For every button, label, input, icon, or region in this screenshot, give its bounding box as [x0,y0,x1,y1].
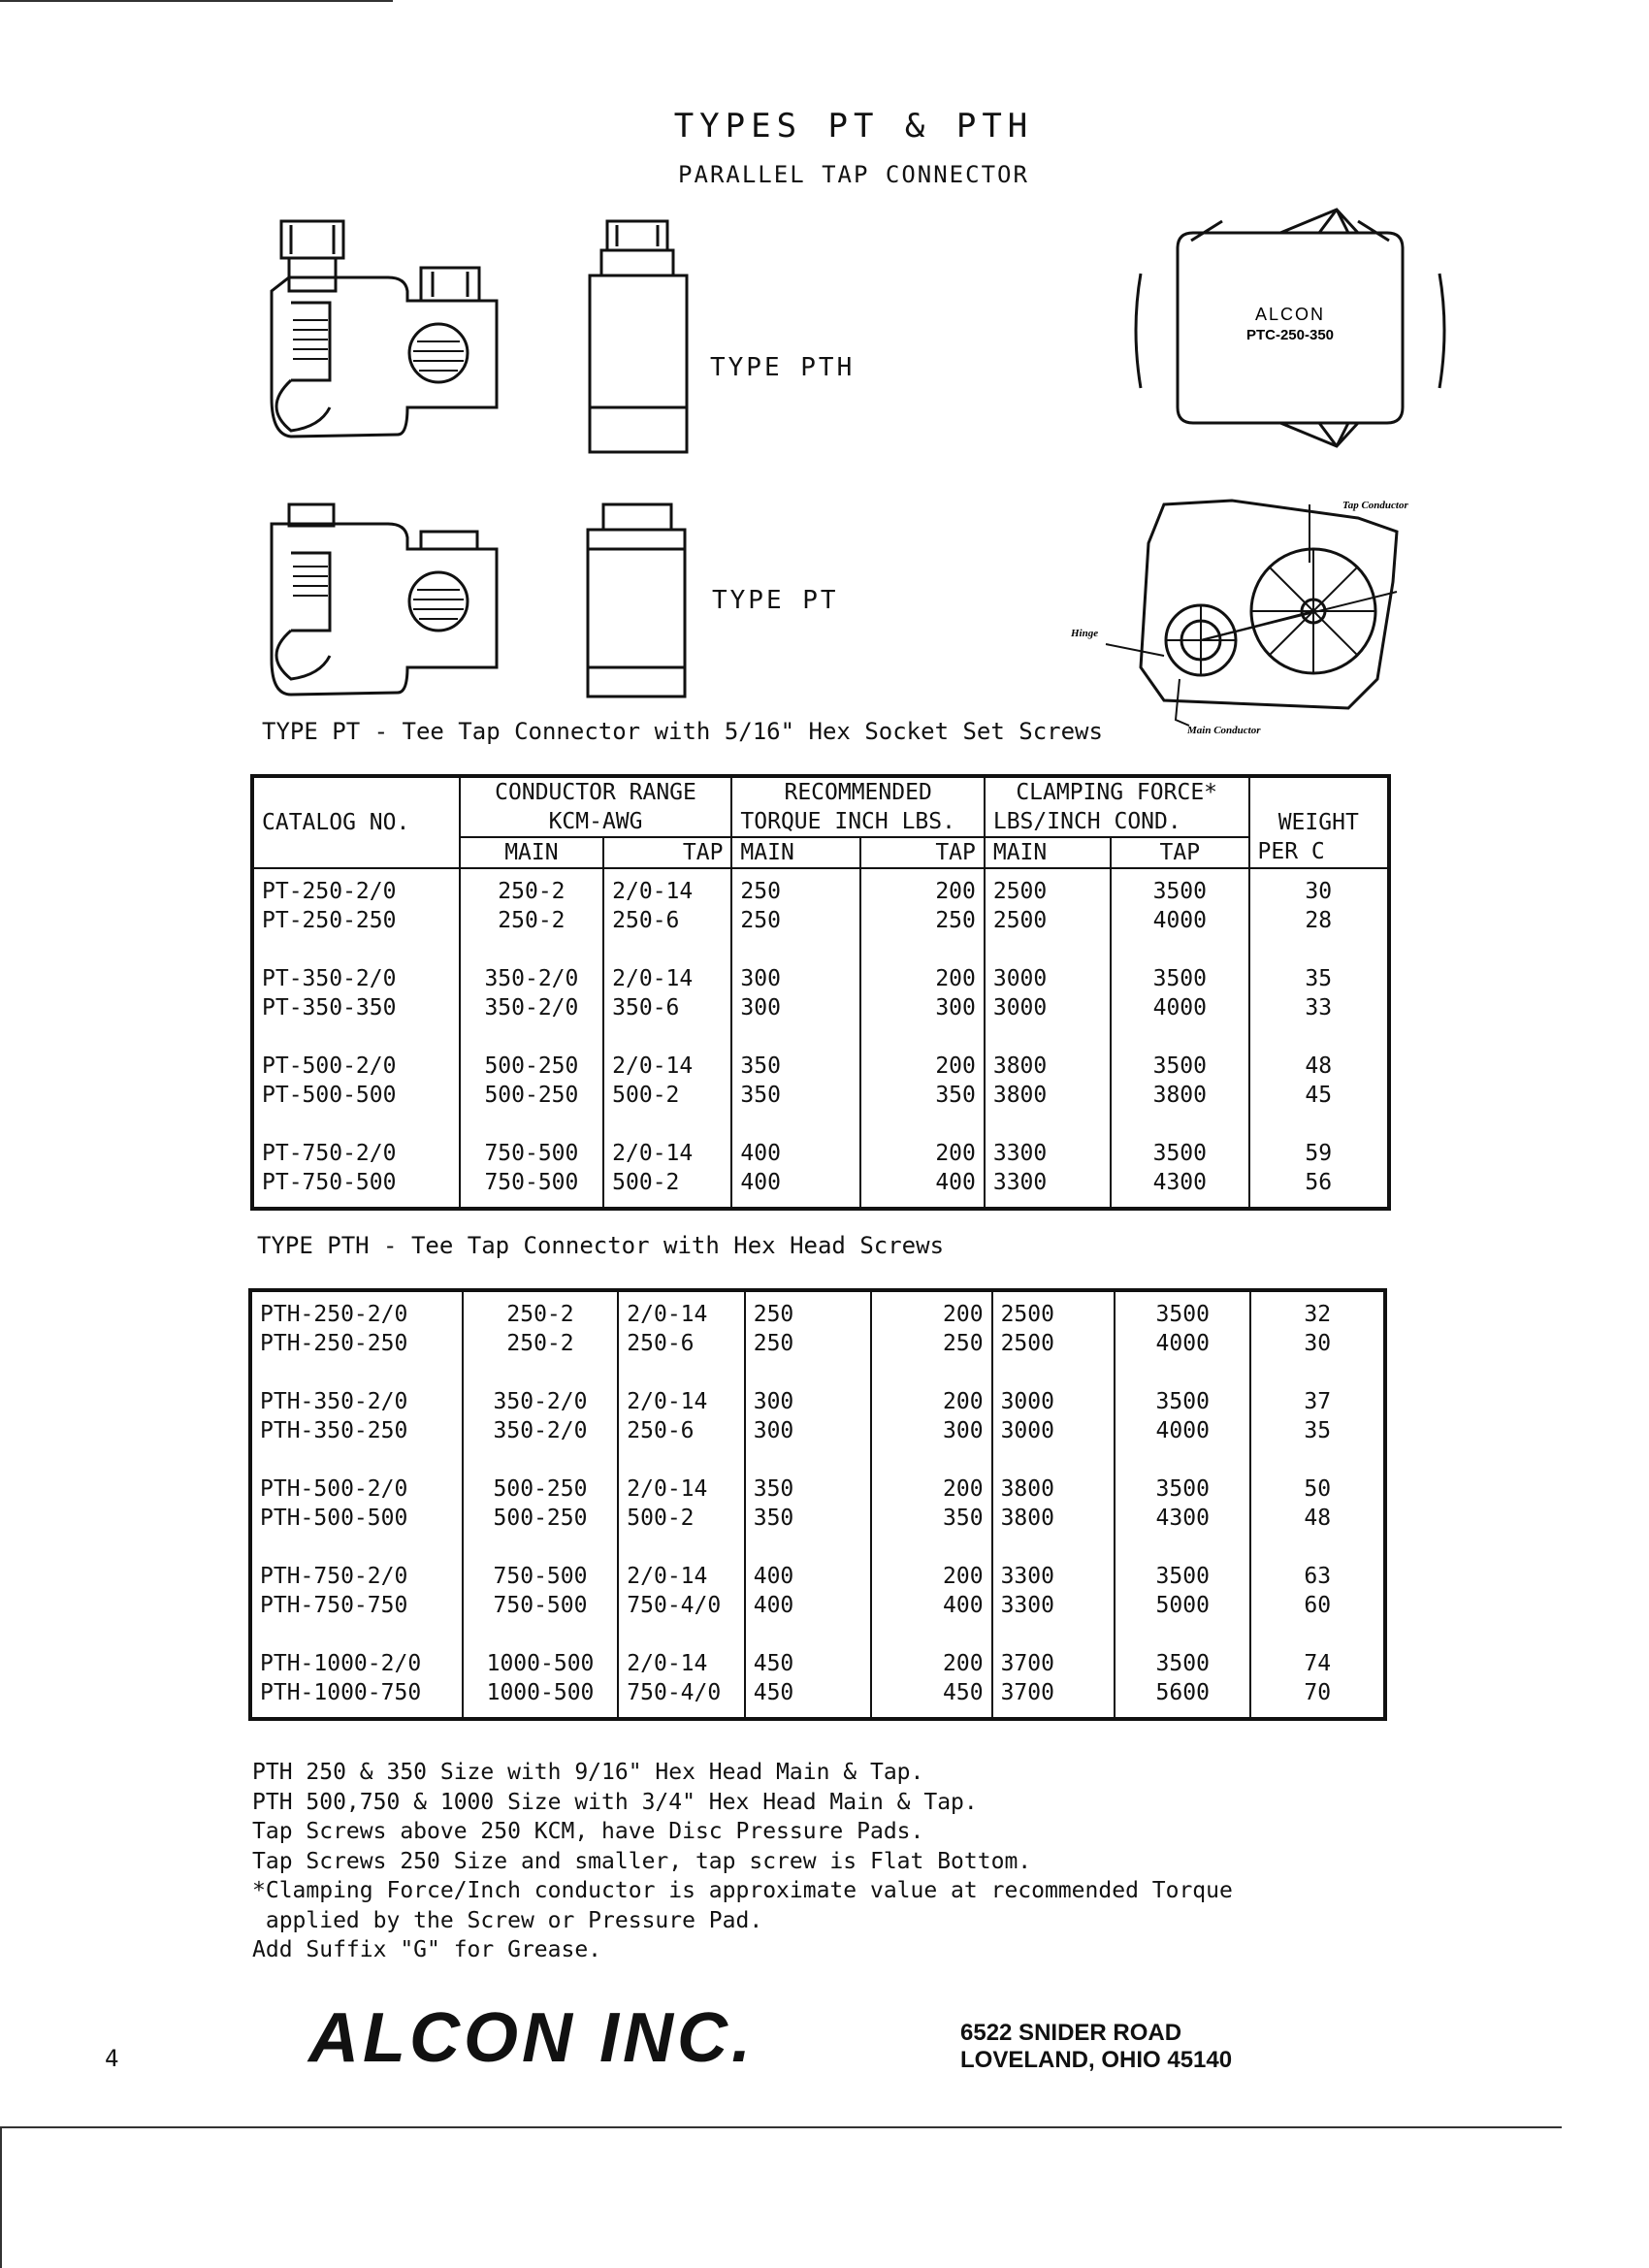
table-row [250,1678,1385,1719]
cell-conductor-tap: 750-4/0 [618,1678,744,1719]
callout-hinge: Hinge [1071,628,1099,639]
table-row [252,1022,1389,1081]
page-title: TYPES PT & PTH [673,107,1034,146]
cell-conductor-main: 1000-500 [463,1620,619,1678]
header-torque-main: MAIN [731,837,859,868]
table-row [252,1110,1389,1168]
cell-torque-tap: 200 [871,1358,991,1416]
cell-torque-tap: 200 [860,1110,985,1168]
pt-spec-table [250,774,1391,1211]
cell-force-tap: 3500 [1115,1620,1250,1678]
cross-section-drawing [1106,501,1397,726]
cell-torque-main: 350 [745,1445,871,1504]
page-subtitle: PARALLEL TAP CONNECTOR [678,161,1029,188]
header-torque-tap: TAP [860,837,985,868]
cell-weight: 48 [1249,1022,1390,1081]
cell-torque-tap: 200 [860,868,985,906]
pth-spec-table [248,1288,1387,1721]
table-row [250,1504,1385,1533]
cell-force-tap: 3500 [1111,935,1248,993]
cell-force-tap: 4300 [1115,1504,1250,1533]
cell-torque-tap: 450 [871,1678,991,1719]
cover-brand-text: ALCON [1254,305,1326,324]
address-line-2: LOVELAND, OHIO 45140 [960,2047,1233,2073]
cell-torque-tap: 200 [860,1022,985,1081]
footnote-line: applied by the Screw or Pressure Pad. [252,1907,763,1933]
cell-force-main: 3800 [992,1504,1115,1533]
cell-force-main: 3300 [992,1533,1115,1591]
footnote-line: Add Suffix "G" for Grease. [252,1937,602,1962]
header-clamping-force: CLAMPING FORCE* [985,776,1249,807]
cell-conductor-tap: 2/0-14 [603,868,731,906]
cell-catalog-no: PTH-500-2/0 [260,1476,408,1502]
cell-weight: 28 [1249,906,1390,935]
cell-catalog-no: PTH-250-2/0 [260,1302,408,1327]
table-row [250,1416,1385,1445]
cell-conductor-tap: 250-6 [603,906,731,935]
cell-catalog-no: PTH-1000-2/0 [260,1651,422,1676]
cell-torque-main: 350 [731,1081,859,1110]
pth-side-view-drawing [272,221,497,437]
cell-force-tap: 4000 [1115,1416,1250,1445]
cell-conductor-main: 750-500 [460,1168,604,1209]
cell-weight: 48 [1250,1504,1385,1533]
header-conductor-range: CONDUCTOR RANGE [460,776,732,807]
cell-weight: 70 [1250,1678,1385,1719]
cell-weight: 59 [1249,1110,1390,1168]
cell-force-tap: 3500 [1111,868,1248,906]
table-row [250,1329,1385,1358]
cell-conductor-tap: 250-6 [618,1416,744,1445]
header-weight: WEIGHT [1249,776,1390,837]
cell-catalog-no: PTH-350-250 [260,1418,408,1443]
footnote-line: *Clamping Force/Inch conductor is approximate value at recommended Torque [252,1878,1233,1903]
cell-torque-main: 400 [731,1168,859,1209]
cell-catalog-no: PTH-750-750 [260,1593,408,1618]
pt-end-view-drawing [588,504,685,697]
cell-torque-main: 300 [745,1358,871,1416]
alcon-logo: ALCON INC. [308,1999,755,2077]
header-catalog: CATALOG NO. [252,776,460,868]
cell-weight: 50 [1250,1445,1385,1504]
footnote-line: PTH 250 & 350 Size with 9/16" Hex Head Main & Tap. [252,1760,924,1785]
header-force-main: MAIN [985,837,1111,868]
scan-edge-bottom [0,2126,1562,2128]
cell-conductor-tap: 2/0-14 [603,1110,731,1168]
cell-force-main: 2500 [992,1329,1115,1358]
cell-torque-main: 250 [745,1290,871,1329]
cell-catalog-no: PT-750-500 [262,1170,397,1195]
cell-catalog-no: PTH-500-500 [260,1506,408,1531]
company-address [960,2020,1232,2074]
header-lbs-inch-cond: LBS/INCH COND. [985,807,1249,837]
cell-conductor-tap: 500-2 [603,1168,731,1209]
cell-force-main: 3800 [985,1022,1111,1081]
cell-torque-tap: 200 [871,1290,991,1329]
pt-table-body [252,868,1389,1209]
cell-catalog-no: PT-250-250 [262,908,397,933]
cell-conductor-main: 250-2 [460,868,604,906]
cell-conductor-main: 250-2 [463,1329,619,1358]
cell-force-tap: 3500 [1115,1290,1250,1329]
cell-force-tap: 3500 [1115,1533,1250,1591]
table-row [250,1591,1385,1620]
cell-catalog-no: PT-350-2/0 [262,966,397,991]
cell-torque-main: 400 [745,1591,871,1620]
header-conductor-tap: TAP [603,837,731,868]
cell-conductor-main: 500-250 [460,1022,604,1081]
cell-catalog-no: PTH-1000-750 [260,1680,422,1705]
cell-torque-tap: 400 [860,1168,985,1209]
cell-conductor-tap: 500-2 [603,1081,731,1110]
cell-torque-main: 250 [731,868,859,906]
cell-torque-main: 450 [745,1620,871,1678]
cell-force-main: 2500 [985,906,1111,935]
table-row [250,1445,1385,1504]
cell-torque-tap: 250 [871,1329,991,1358]
cell-force-main: 3300 [992,1591,1115,1620]
cell-force-tap: 3800 [1111,1081,1248,1110]
cell-conductor-tap: 2/0-14 [603,1022,731,1081]
type-pt-label: TYPE PT [712,586,839,615]
cell-force-main: 3700 [992,1678,1115,1719]
cell-torque-main: 300 [745,1416,871,1445]
cell-torque-main: 350 [745,1504,871,1533]
cell-force-tap: 3500 [1115,1358,1250,1416]
table-row [252,1168,1389,1209]
cell-weight: 60 [1250,1591,1385,1620]
table-row [250,1290,1385,1329]
cell-conductor-tap: 2/0-14 [603,935,731,993]
cell-conductor-main: 750-500 [460,1110,604,1168]
callout-tap-conductor: Tap Conductor [1342,500,1408,511]
cell-torque-main: 450 [745,1678,871,1719]
cell-torque-tap: 300 [860,993,985,1022]
cell-conductor-main: 750-500 [463,1533,619,1591]
cell-torque-main: 300 [731,993,859,1022]
scan-edge-left [0,2126,2,2268]
cell-force-main: 3300 [985,1110,1111,1168]
cell-catalog-no: PT-500-2/0 [262,1053,397,1079]
header-torque-inch-lbs: TORQUE INCH LBS. [731,807,984,837]
cell-conductor-tap: 500-2 [618,1504,744,1533]
address-line-1: 6522 SNIDER ROAD [960,2020,1182,2046]
cell-conductor-main: 500-250 [463,1504,619,1533]
cell-force-main: 2500 [992,1290,1115,1329]
cell-force-tap: 4000 [1111,993,1248,1022]
pth-end-view-drawing [590,221,687,452]
cell-weight: 56 [1249,1168,1390,1209]
cell-torque-tap: 350 [871,1504,991,1533]
cell-force-main: 3800 [992,1445,1115,1504]
cell-force-tap: 5600 [1115,1678,1250,1719]
cell-torque-main: 300 [731,935,859,993]
cell-weight: 30 [1249,868,1390,906]
cell-force-main: 3000 [992,1358,1115,1416]
cell-conductor-main: 500-250 [463,1445,619,1504]
page-number: 4 [105,2045,119,2072]
cell-torque-main: 400 [731,1110,859,1168]
footnotes [252,1758,1233,1965]
cell-conductor-main: 350-2/0 [463,1416,619,1445]
cell-conductor-main: 350-2/0 [460,993,604,1022]
type-pth-label: TYPE PTH [710,353,856,382]
cell-torque-main: 250 [745,1329,871,1358]
cell-conductor-main: 750-500 [463,1591,619,1620]
footnote-line: Tap Screws 250 Size and smaller, tap screw is Flat Bottom. [252,1848,1032,1874]
cell-catalog-no: PT-750-2/0 [262,1141,397,1166]
cell-torque-tap: 250 [860,906,985,935]
cell-torque-tap: 200 [871,1533,991,1591]
cell-torque-main: 250 [731,906,859,935]
cell-conductor-main: 350-2/0 [460,935,604,993]
header-recommended: RECOMMENDED [731,776,984,807]
cell-force-tap: 3500 [1115,1445,1250,1504]
cell-catalog-no: PT-350-350 [262,995,397,1021]
cell-force-tap: 4000 [1115,1329,1250,1358]
table-row [250,1358,1385,1416]
cell-weight: 63 [1250,1533,1385,1591]
table-row [250,1533,1385,1591]
cell-weight: 74 [1250,1620,1385,1678]
cell-torque-tap: 300 [871,1416,991,1445]
cell-conductor-main: 250-2 [463,1290,619,1329]
pth-section-caption: TYPE PTH - Tee Tap Connector with Hex Head Screws [257,1232,945,1259]
pt-side-view-drawing [272,504,497,695]
header-weight-per-c: PER C [1249,837,1390,868]
cell-conductor-main: 500-250 [460,1081,604,1110]
cell-weight: 33 [1249,993,1390,1022]
header-kcm-awg: KCM-AWG [460,807,732,837]
cell-catalog-no: PT-500-500 [262,1083,397,1108]
cell-torque-tap: 350 [860,1081,985,1110]
cell-conductor-tap: 350-6 [603,993,731,1022]
table-row [250,1620,1385,1678]
cell-conductor-tap: 250-6 [618,1329,744,1358]
cell-force-main: 3700 [992,1620,1115,1678]
cell-force-tap: 5000 [1115,1591,1250,1620]
cell-conductor-tap: 2/0-14 [618,1533,744,1591]
footnote-line: Tap Screws above 250 KCM, have Disc Pressure Pads. [252,1819,924,1844]
cell-force-main: 3000 [985,993,1111,1022]
cell-force-main: 3300 [985,1168,1111,1209]
table-row [252,906,1389,935]
cell-catalog-no: PTH-350-2/0 [260,1389,408,1414]
cell-force-main: 3000 [992,1416,1115,1445]
table-row [252,935,1389,993]
cell-weight: 45 [1249,1081,1390,1110]
footnote-line: PTH 500,750 & 1000 Size with 3/4" Hex Head Main & Tap. [252,1789,978,1815]
cell-torque-main: 350 [731,1022,859,1081]
cell-weight: 35 [1250,1416,1385,1445]
cell-torque-tap: 200 [871,1620,991,1678]
table-row [252,993,1389,1022]
header-conductor-main: MAIN [460,837,604,868]
cell-weight: 35 [1249,935,1390,993]
cell-torque-tap: 200 [860,935,985,993]
cell-force-main: 2500 [985,868,1111,906]
cell-weight: 30 [1250,1329,1385,1358]
cell-conductor-tap: 2/0-14 [618,1290,744,1329]
cell-conductor-main: 1000-500 [463,1678,619,1719]
cell-conductor-tap: 2/0-14 [618,1358,744,1416]
cell-weight: 32 [1250,1290,1385,1329]
cell-force-tap: 4300 [1111,1168,1248,1209]
table-row [252,1081,1389,1110]
cell-force-tap: 3500 [1111,1110,1248,1168]
cell-conductor-main: 350-2/0 [463,1358,619,1416]
cell-catalog-no: PTH-750-2/0 [260,1564,408,1589]
table-row [252,868,1389,906]
cell-torque-tap: 200 [871,1445,991,1504]
cell-torque-main: 400 [745,1533,871,1591]
cell-force-main: 3000 [985,935,1111,993]
cell-conductor-tap: 750-4/0 [618,1591,744,1620]
cover-model-text: PTC-250-350 [1245,327,1335,343]
cell-force-tap: 4000 [1111,906,1248,935]
cell-catalog-no: PT-250-2/0 [262,879,397,904]
cell-conductor-main: 250-2 [460,906,604,935]
pth-table-body [250,1290,1385,1719]
header-force-tap: TAP [1111,837,1248,868]
cell-conductor-tap: 2/0-14 [618,1445,744,1504]
pt-section-caption: TYPE PT - Tee Tap Connector with 5/16" Hex Socket Set Screws [262,718,1103,745]
callout-main-conductor: Main Conductor [1187,725,1261,736]
cell-conductor-tap: 2/0-14 [618,1620,744,1678]
cell-catalog-no: PTH-250-250 [260,1331,408,1356]
cell-force-main: 3800 [985,1081,1111,1110]
cell-force-tap: 3500 [1111,1022,1248,1081]
cell-weight: 37 [1250,1358,1385,1416]
cell-torque-tap: 400 [871,1591,991,1620]
